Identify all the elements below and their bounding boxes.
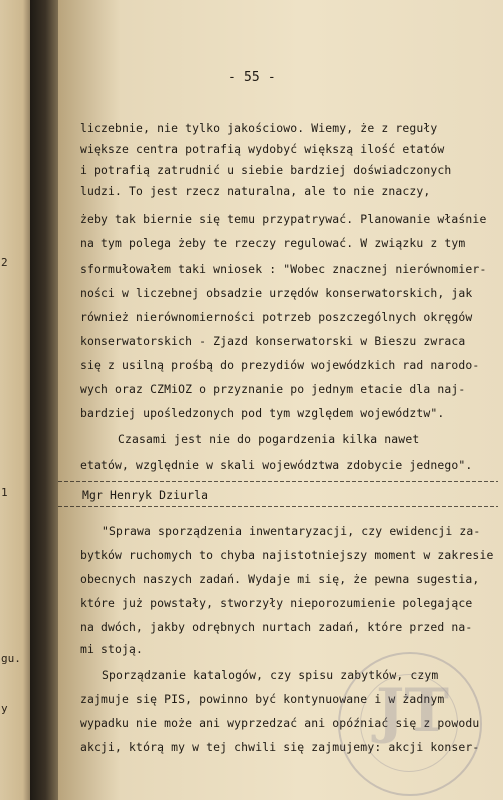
section-divider	[58, 506, 498, 507]
text-line: większe centra potrafią wydobyć większą ilość etatów	[80, 142, 445, 156]
text-line: konserwatorskich - Zjazd konserwatorski w Bieszu zwraca	[80, 334, 466, 348]
text-line: mi stoją.	[80, 642, 144, 656]
text-line: na tym polega żeby te rzeczy regulować. W związku z tym	[80, 236, 466, 250]
text-line: ludzi. To jest rzecz naturalna, ale to nie znaczy,	[80, 184, 431, 198]
text-line: obecnych naszych zadań. Wydaje mi się, że pewna sugestia,	[80, 572, 480, 586]
text-line: bardziej upośledzonych pod tym względem województw".	[80, 406, 445, 420]
left-page-fragment: 2	[1, 256, 8, 269]
text-line: wypadku nie może ani wyprzedzać ani opóźniać się z powodu	[80, 716, 480, 730]
left-page-fragment: gu.	[1, 652, 21, 665]
text-line: Sporządzanie katalogów, czy spisu zabytków, czym	[102, 668, 439, 682]
section-divider	[58, 481, 498, 482]
text-line: które już powstały, stworzyły nieporozumienie polegające	[80, 596, 473, 610]
archive-stamp-watermark	[338, 652, 482, 796]
page-number: - 55 -	[228, 70, 276, 85]
stamp-monogram: JT	[376, 676, 450, 746]
text-line: sformułowałem taki wniosek : "Wobec znacznej nierównomier-	[80, 262, 487, 276]
text-line: liczebnie, nie tylko jakościowo. Wiemy, że z reguły	[80, 121, 438, 135]
text-line: Czasami jest nie do pogardzenia kilka nawet	[118, 432, 420, 446]
text-line: akcji, którą my w tej chwili się zajmujemy: akcji konser-	[80, 740, 480, 754]
text-line: etatów, względnie w skali województwa zdobycie jednego".	[80, 458, 473, 472]
text-line: również nierównomierności potrzeb poszczególnych okręgów	[80, 310, 473, 324]
text-line: żeby tak biernie się temu przypatrywać. Planowanie właśnie	[80, 212, 487, 226]
text-line: wych oraz CZMiOZ o przyznanie po jednym etacie dla naj-	[80, 382, 466, 396]
text-line: ności w liczebnej obsadzie urzędów konserwatorskich, jak	[80, 286, 473, 300]
text-line: się z usilną prośbą do prezydiów wojewódzkich rad narodo-	[80, 358, 480, 372]
text-line: "Sprawa sporządzenia inwentaryzacji, czy ewidencji za-	[102, 524, 481, 538]
speaker-name: Mgr Henryk Dziurla	[82, 488, 209, 502]
left-page-fragment: y	[1, 702, 8, 715]
text-line: na dwóch, jakby odrębnych nurtach zadań, które przed na-	[80, 620, 473, 634]
text-line: bytków ruchomych to chyba najistotniejszy moment w zakresie	[80, 548, 494, 562]
left-page-fragment: 1	[1, 486, 8, 499]
text-line: i potrafią zatrudnić u siebie bardziej doświadczonych	[80, 163, 452, 177]
text-line: zajmuje się PIS, powinno być kontynuowane i w żadnym	[80, 692, 445, 706]
